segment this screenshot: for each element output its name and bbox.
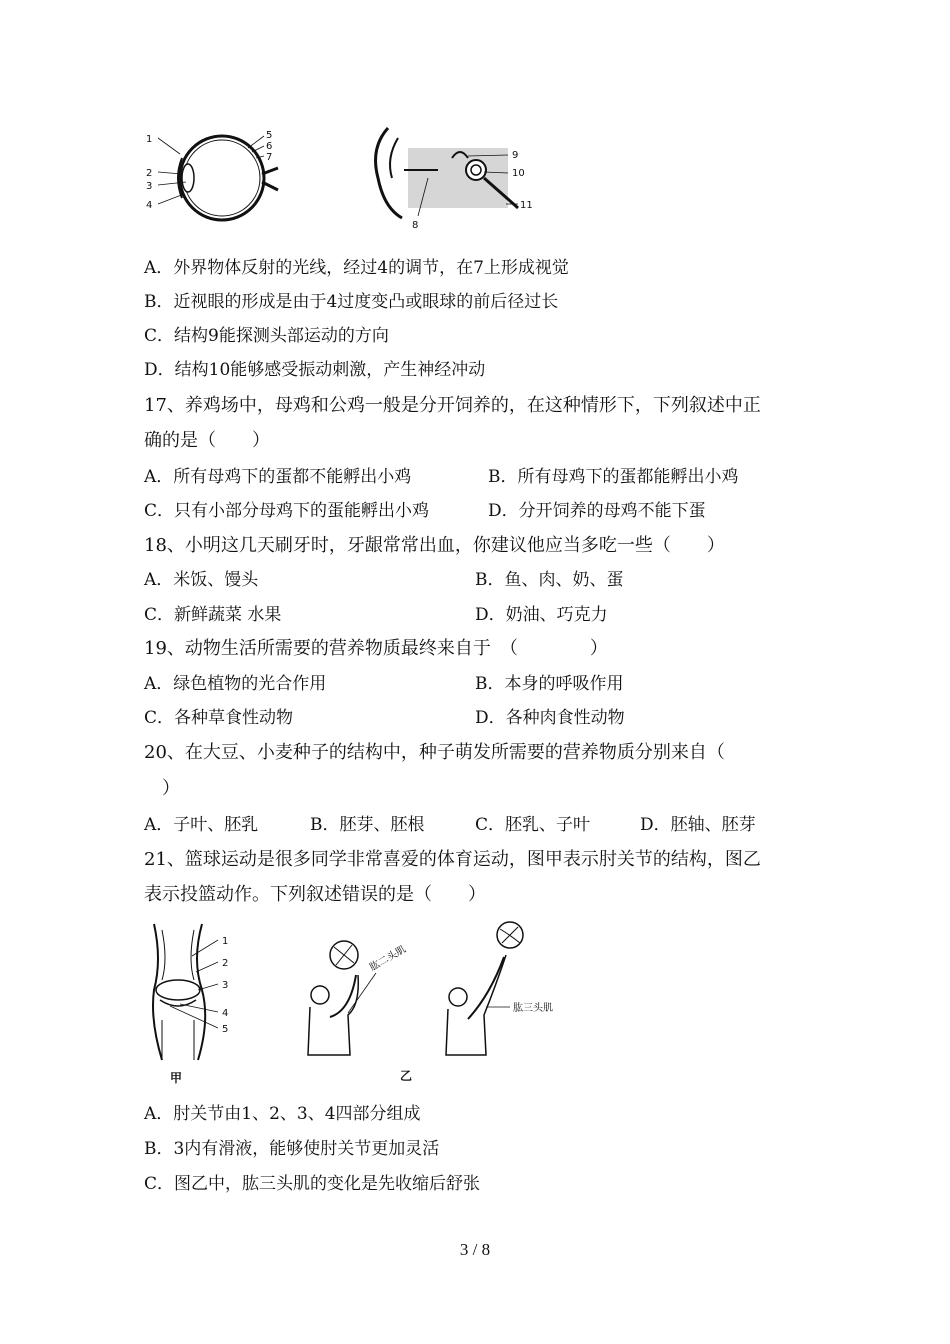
ear-label-10: 10: [512, 168, 525, 179]
eye-diagram: [144, 128, 284, 228]
q18-option-c: C．新鲜蔬菜 水果: [144, 605, 282, 625]
q21-option-c: C．图乙中，肱三头肌的变化是先收缩后舒张: [144, 1174, 481, 1194]
page-number: 3 / 8: [459, 1240, 491, 1259]
triceps-label: 肱三头肌: [513, 1003, 553, 1014]
eye-label-6: 6: [266, 141, 273, 152]
throw-caption: 乙: [400, 1069, 413, 1083]
eye-label-3: 3: [146, 181, 153, 192]
q21-option-a: A．肘关节由1、2、3、4四部分组成: [144, 1104, 421, 1124]
elbow-label-4: 4: [222, 1008, 229, 1019]
q18-option-a: A．米饭、馒头: [144, 570, 259, 590]
q17-stem-line2: 确的是（ ）: [144, 430, 270, 451]
q18-stem: 18、小明这几天刷牙时，牙龈常常出血，你建议他应当多吃一些（ ）: [144, 535, 725, 556]
q18-option-b: B．鱼、肉、奶、蛋: [475, 570, 624, 590]
q21-stem-line1: 21、篮球运动是很多同学非常喜爱的体育运动，图甲表示肘关节的结构，图乙: [144, 849, 761, 870]
q16-option-b: B．近视眼的形成是由于4过度变凸或眼球的前后径过长: [144, 292, 559, 312]
q17-option-b: B．所有母鸡下的蛋都能孵出小鸡: [488, 467, 739, 487]
eye-label-5: 5: [266, 130, 273, 141]
q21-stem-line2: 表示投篮动作。下列叙述错误的是（ ）: [144, 884, 486, 905]
q17-stem-line1: 17、养鸡场中，母鸡和公鸡一般是分开饲养的，在这种情形下，下列叙述中正: [144, 395, 761, 416]
q16-option-d: D．结构10能够感受振动刺激，产生神经冲动: [144, 360, 486, 380]
q20-option-b: B．胚芽、胚根: [310, 815, 425, 835]
elbow-label-1: 1: [222, 936, 229, 947]
q18-option-d: D．奶油、巧克力: [475, 605, 608, 625]
q20-stem-line1: 20、在大豆、小麦种子的结构中，种子萌发所需要的营养物质分别来自（: [144, 742, 725, 763]
eye-label-4: 4: [146, 200, 153, 211]
q19-option-b: B．本身的呼吸作用: [475, 674, 624, 694]
basketball-throw-diagram: [300, 915, 590, 1085]
elbow-label-5: 5: [222, 1024, 229, 1035]
q17-option-c: C．只有小部分母鸡下的蛋能孵出小鸡: [144, 501, 430, 521]
q19-option-c: C．各种草食性动物: [144, 708, 294, 728]
q19-option-a: A．绿色植物的光合作用: [144, 674, 327, 694]
ear-label-11: 11: [520, 200, 533, 211]
q19-option-d: D．各种肉食性动物: [475, 708, 625, 728]
ear-label-8: 8: [412, 220, 419, 231]
elbow-joint-diagram: [140, 920, 250, 1085]
q20-option-c: C．胚乳、子叶: [475, 815, 591, 835]
q16-option-c: C．结构9能探测头部运动的方向: [144, 326, 389, 346]
eye-label-1: 1: [146, 134, 153, 145]
q20-option-d: D．胚轴、胚芽: [640, 815, 756, 835]
elbow-label-3: 3: [222, 980, 229, 991]
biceps-label: 肱二头肌: [368, 944, 409, 974]
ear-label-9: 9: [512, 150, 519, 161]
q20-option-a: A．子叶、胚乳: [144, 815, 259, 835]
q21-option-b: B．3内有滑液，能够使肘关节更加灵活: [144, 1139, 440, 1159]
q17-option-d: D．分开饲养的母鸡不能下蛋: [488, 501, 706, 521]
elbow-caption: 甲: [170, 1071, 183, 1085]
q16-option-a: A．外界物体反射的光线，经过4的调节，在7上形成视觉: [144, 258, 569, 278]
q19-stem: 19、动物生活所需要的营养物质最终来自于 （ ）: [144, 638, 608, 659]
q17-option-a: A．所有母鸡下的蛋都不能孵出小鸡: [144, 467, 412, 487]
ear-diagram: [368, 118, 538, 233]
eye-label-7: 7: [266, 152, 273, 163]
eye-label-2: 2: [146, 168, 153, 179]
q20-stem-line2: ）: [162, 778, 180, 799]
elbow-label-2: 2: [222, 958, 229, 969]
